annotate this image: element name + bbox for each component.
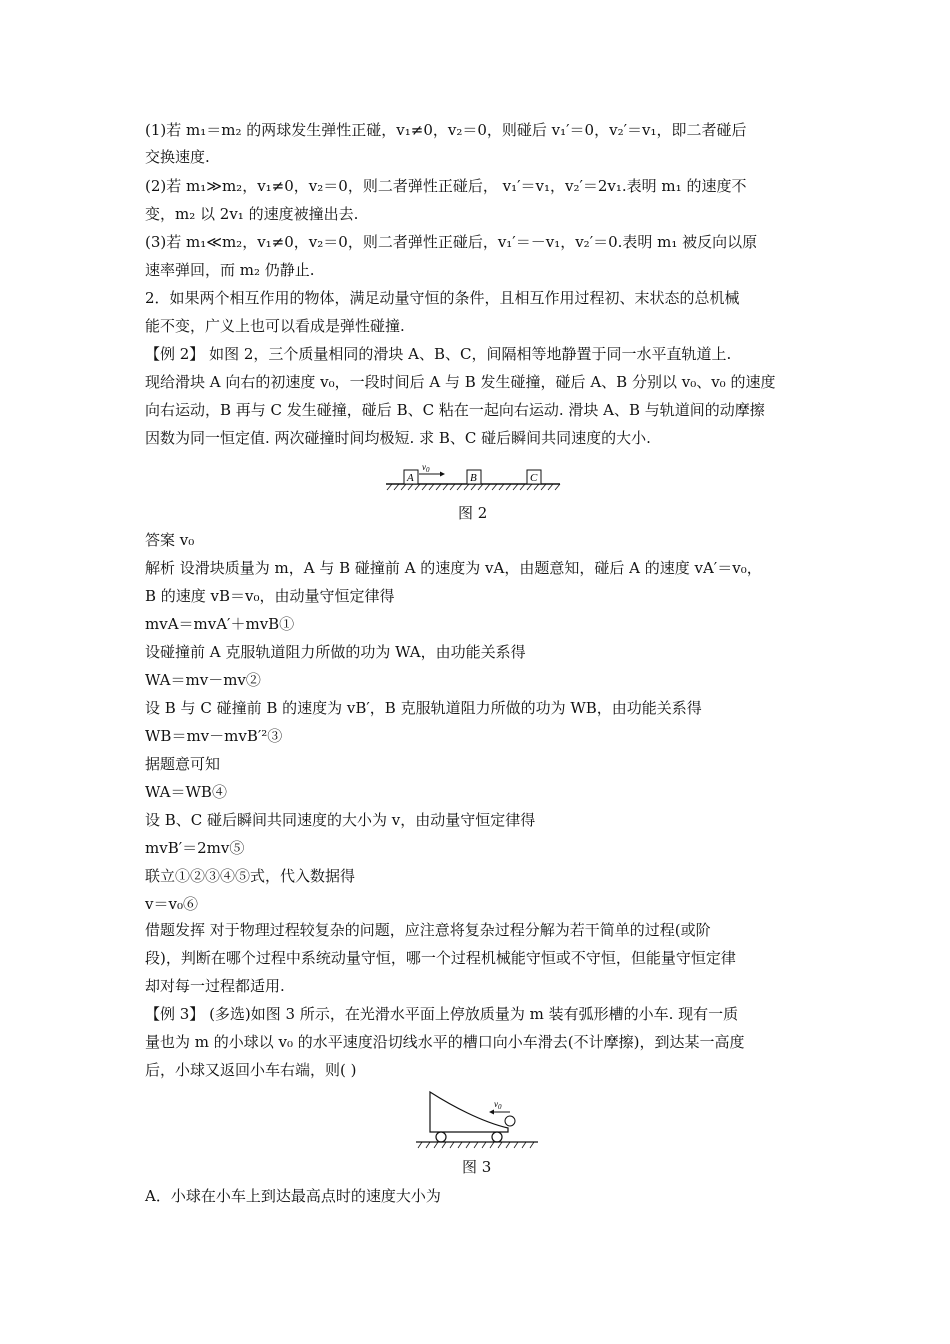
text-line-26: v＝v₀⑥ [145, 895, 198, 913]
text-line-30: 【例 3】 (多选)如图 3 所示，在光滑水平面上停放质量为 m 装有弧形槽的小车. 现有一质 [145, 1005, 739, 1023]
text-line-25: 联立①②③④⑤式，代入数据得 [145, 867, 356, 885]
figure-2-diagram [382, 462, 564, 494]
text-line-20: WB＝mv－mvB′²③ [145, 727, 283, 745]
text-line-13: 答案 v₀ [145, 531, 195, 549]
text-line-8: 能不变，广义上也可以看成是弹性碰撞. [145, 317, 405, 335]
text-line-31: 量也为 m 的小球以 v₀ 的水平速度沿切线水平的槽口向小车滑去(不计摩擦)，到达某一高度 [145, 1033, 745, 1051]
text-line-14: 解析 设滑块质量为 m，A 与 B 碰撞前 A 的速度为 vA，由题意知，碰后 A 的速度 vA′＝v₀， [145, 559, 762, 577]
figure-3-diagram [412, 1086, 542, 1152]
ball-velocity-label: $v_0$ [494, 1099, 502, 1111]
text-line-4: 变，m₂ 以 2v₁ 的速度被撞出去. [145, 205, 359, 223]
text-line-9: 【例 2】 如图 2，三个质量相同的滑块 A、B、C，间隔相等地静置于同一水平直轨道上. [145, 345, 732, 363]
text-line-7: 2．如果两个相互作用的物体，满足动量守恒的条件，且相互作用过程初、末状态的总机械 [145, 289, 740, 307]
text-line-19: 设 B 与 C 碰撞前 B 的速度为 vB′，B 克服轨道阻力所做的功为 WB，由功能关系得 [145, 699, 702, 717]
figure-2-caption: 图 2 [458, 504, 488, 522]
text-line-5: (3)若 m₁≪m₂，v₁≠0，v₂＝0，则二者弹性正碰后，v₁′＝－v₁，v₂′＝0.表明 m₁ 被反向以原 [145, 233, 758, 251]
text-line-27: 借题发挥 对于物理过程较复杂的问题，应注意将复杂过程分解为若干简单的过程(或阶 [145, 921, 711, 939]
block-b-label: B [470, 472, 477, 484]
text-line-1: (1)若 m₁＝m₂ 的两球发生弹性正碰，v₁≠0，v₂＝0，则碰后 v₁′＝0，v₂′＝v₁，即二者碰后 [145, 121, 747, 139]
text-line-16: mvA＝mvA′＋mvB① [145, 615, 295, 633]
text-line-12: 因数为同一恒定值. 两次碰撞时间均极短. 求 B、C 碰后瞬间共同速度的大小. [145, 429, 651, 447]
block-c-label: C [530, 472, 538, 484]
text-line-28: 段)，判断在哪个过程中系统动量守恒，哪一个过程机械能守恒或不守恒，但能量守恒定律 [145, 949, 736, 967]
text-line-11: 向右运动，B 再与 C 发生碰撞，碰后 B、C 粘在一起向右运动. 滑块 A、B 与轨道间的动摩擦 [145, 401, 765, 419]
text-line-17: 设碰撞前 A 克服轨道阻力所做的功为 WA，由功能关系得 [145, 643, 526, 661]
text-line-6: 速率弹回，而 m₂ 仍静止. [145, 261, 315, 279]
text-line-32: 后，小球又返回小车右端，则( ) [145, 1061, 357, 1079]
text-line-10: 现给滑块 A 向右的初速度 v₀，一段时间后 A 与 B 发生碰撞，碰后 A、B 分别以 v₀、v₀ 的速度 [145, 373, 776, 391]
ball [505, 1116, 515, 1126]
text-line-21: 据题意可知 [145, 755, 221, 773]
text-line-29: 却对每一过程都适用. [145, 977, 285, 995]
text-line-15: B 的速度 vB＝v₀，由动量守恒定律得 [145, 587, 395, 605]
cart-wheel-right [492, 1132, 502, 1142]
text-line-2: 交换速度. [145, 148, 210, 166]
block-a-label: A [407, 472, 414, 484]
text-line-3: (2)若 m₁≫m₂，v₁≠0，v₂＝0，则二者弹性正碰后， v₁′＝v₁，v₂′＝2v₁.表明 m₁ 的速度不 [145, 177, 747, 195]
cart-wheel-left [436, 1132, 446, 1142]
text-line-18: WA＝mv－mv② [145, 671, 261, 689]
text-line-22: WA＝WB④ [145, 783, 227, 801]
velocity-label: $v_0$ [422, 462, 430, 474]
text-line-24: mvB′＝2mv⑤ [145, 839, 245, 857]
text-line-33: A．小球在小车上到达最高点时的速度大小为 [145, 1187, 441, 1205]
figure-3-caption: 图 3 [462, 1158, 492, 1176]
text-line-23: 设 B、C 碰后瞬间共同速度的大小为 v，由动量守恒定律得 [145, 811, 536, 829]
